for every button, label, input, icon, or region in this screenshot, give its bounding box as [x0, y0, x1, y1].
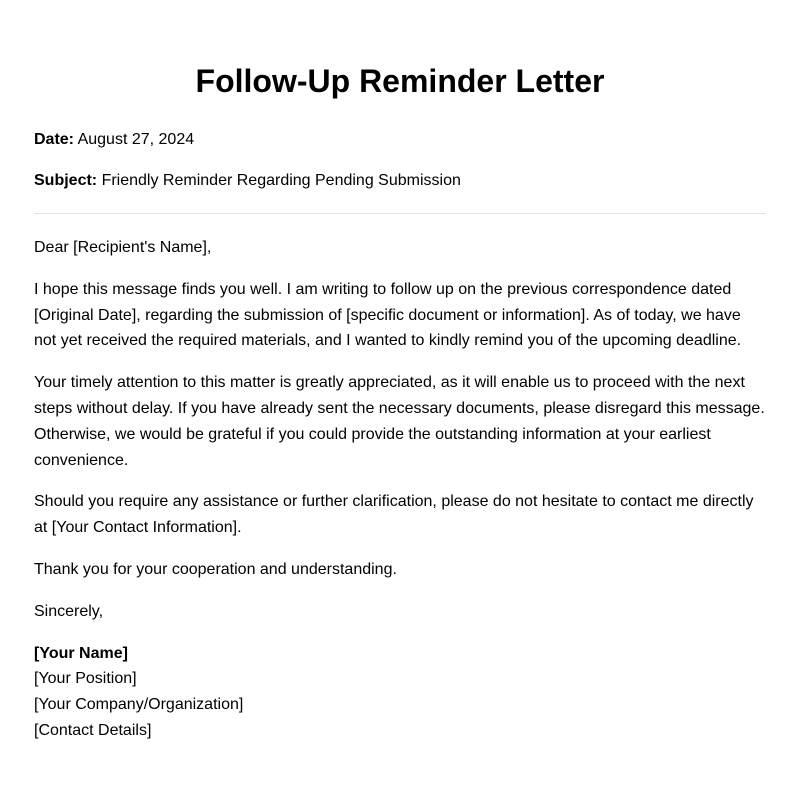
date-label: Date: [34, 131, 75, 148]
page-title: Follow-Up Reminder Letter [195, 63, 605, 99]
subject-value: Friendly Reminder Regarding Pending Submission [101, 172, 461, 189]
body-paragraph-2: Your timely attention to this matter is greatly appreciated, as it will enable us to proceed with the next steps without delay. If you have already sent the necessary documents, please disregard this message. Otherwise, we would be grateful if you could provide the outstanding information at your earliest convenience. [34, 374, 765, 469]
subject-label: Subject: [34, 172, 98, 189]
body-paragraph-3: Should you require any assistance or further clarification, please do not hesitate to contact me directly at [Your Contact Information]. [34, 493, 754, 537]
subject-line [34, 171, 766, 191]
date-value: August 27, 2024 [77, 131, 195, 148]
body-paragraph-4: Thank you for your cooperation and understanding. [34, 560, 397, 578]
salutation: Dear [Recipient's Name], [34, 239, 212, 256]
signature-position: [Your Position] [34, 670, 137, 688]
signature-company: [Your Company/Organization] [34, 696, 244, 714]
signature-block [34, 641, 766, 744]
body-paragraph-1: I hope this message finds you well. I am writing to follow up on the previous correspondence dated [Original Date], regarding the submission of [specific document or information]. As of today, we have not yet received the required materials, and I wanted to kindly remind you of the upcoming deadline. [34, 280, 742, 350]
date-line [34, 130, 766, 150]
signature-name: [Your Name] [34, 644, 128, 662]
signature-contact: [Contact Details] [34, 721, 152, 739]
divider [34, 213, 766, 214]
closing: Sincerely, [34, 602, 104, 620]
